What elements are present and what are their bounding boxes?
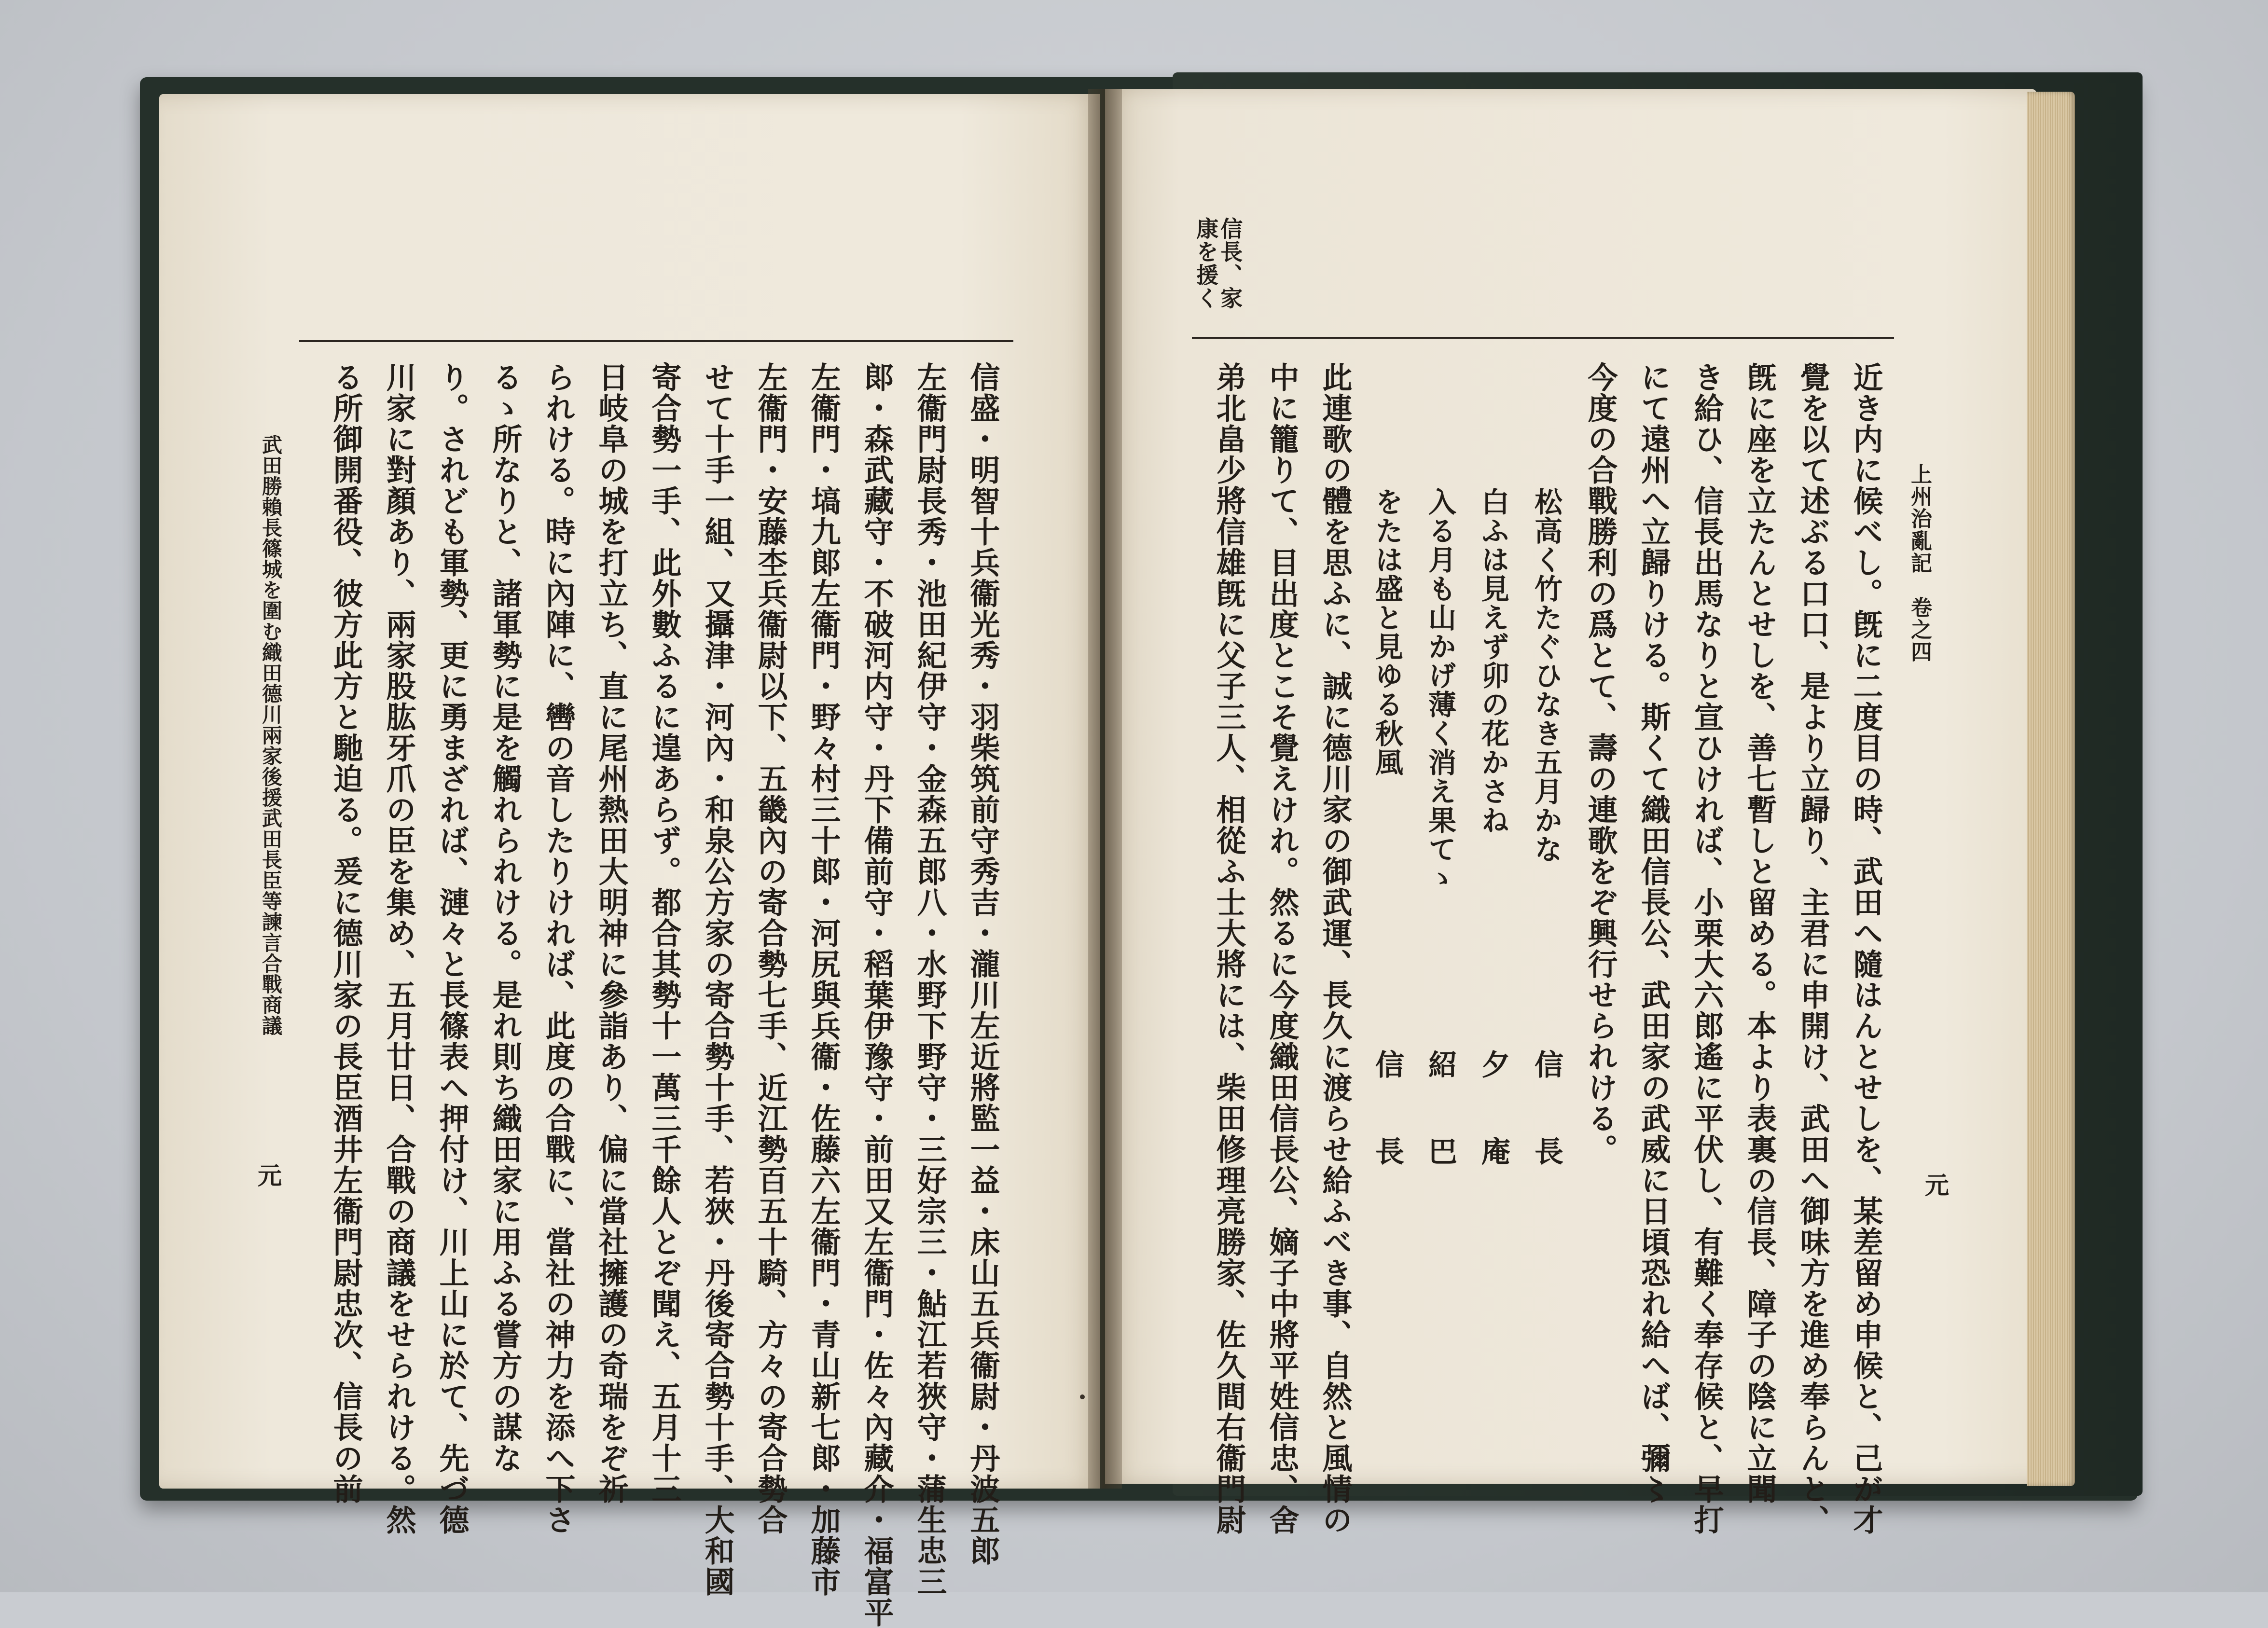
poem-author-3: 紹巴: [1424, 1049, 1457, 1223]
left-page-number: 元: [254, 1163, 282, 1188]
left-body-col-9: られける。時に內陣に、轡の音したりければ、此度の合戰に、當社の神力を添へ下さ: [540, 362, 576, 1535]
left-page: [159, 94, 1100, 1628]
right-body-col-5: にて遠州へ立歸りける。斯くて織田信長公、武田家の武威に日頃恐れ給へば、彌〻: [1636, 362, 1671, 1504]
poem-line-2: 白ふは見えず卯の花かさね: [1477, 487, 1509, 835]
left-body-col-5: 左衞門・安藤杢兵衞尉以下、五畿內の寄合勢七手、近江勢百五十騎、方々の寄合勢合: [753, 362, 788, 1535]
right-body-col-1: 近き内に候べし。旣に二度目の時、武田へ隨はんとせしを、某差留め申候と、己が才: [1848, 362, 1883, 1535]
poem-author-2: 夕庵: [1477, 1049, 1510, 1223]
poem-author-4: 信長: [1370, 1049, 1404, 1223]
margin-note-line-1: 信長、家: [1217, 217, 1244, 310]
left-body-col-7: 寄合勢一手、此外數ふるに遑あらず。都合其勢十一萬三千餘人とぞ聞え、五月十三: [647, 362, 682, 1504]
right-page-rule: [1192, 337, 1894, 339]
poem-line-4: をたは盛と見ゆる秋風: [1370, 487, 1403, 777]
left-body-col-11: り。されども軍勢、更に勇まざれば、漣々と長篠表へ押付け、川上山に於て、先づ德: [434, 362, 470, 1535]
ink-spot: [1080, 1394, 1085, 1399]
right-body-col-8: 中に籠りて、目出度とこそ覺えけれ。然るに今度織田信長公、嫡子中將平姓信忠、舍: [1264, 362, 1300, 1535]
left-page-rule: [299, 340, 1013, 342]
right-page-number: 元: [1921, 1173, 1950, 1198]
left-body-col-10: るゝ所なりと、諸軍勢に是を觸れられける。是れ則ち織田家に用ふる嘗方の謀な: [487, 362, 523, 1474]
right-running-header: 上州治亂記 卷之四: [1907, 463, 1932, 663]
page-edges: [2027, 92, 2075, 1486]
left-body-col-2: 左衞門尉長秀・池田紀伊守・金森五郎八・水野下野守・三好宗三・鮎江若狹守・蒲生忠三: [912, 362, 947, 1597]
left-body-col-12: 川家に對顏あり、兩家股肱牙爪の臣を集め、五月廿日、合戰の商議をせられける。然: [381, 362, 416, 1535]
book-gutter: [1088, 89, 1122, 1489]
left-body-col-3: 郞・森武藏守・不破河内守・丹下備前守・稻葉伊豫守・前田又左衞門・佐々內藏介・福富平: [859, 362, 894, 1628]
poem-line-1: 松高く竹たぐひなき五月かな: [1530, 487, 1563, 864]
right-body-col-4: き給ひ、信長出馬なりと宣ひければ、小栗大六郎遙に平伏し、有難く奉存候と、早打: [1689, 362, 1724, 1535]
poem-line-3: 入る月も山かげ薄く消え果てゝ: [1424, 487, 1456, 893]
left-body-col-8: 日岐阜の城を打立ち、直に尾州熱田大明神に參詣あり、偏に當社擁護の奇瑞をぞ祈: [594, 362, 629, 1504]
left-body-col-1: 信盛・明智十兵衞光秀・羽柴筑前守秀吉・瀧川左近將監一益・床山五兵衞尉・丹波五郎: [965, 362, 1000, 1566]
left-body-col-4: 左衞門・塙九郞左衞門・野々村三十郞・河尻與兵衞・佐藤六左衞門・青山新七郞・加藤市: [806, 362, 841, 1597]
left-body-col-13: る所御開番役、彼方此方と馳迫る。爰に德川家の長臣酒井左衞門尉忠次、信長の前: [328, 362, 363, 1504]
poem-author-1: 信長: [1530, 1049, 1563, 1223]
left-body-col-6: せて十手一組、又攝津・河內・和泉公方家の寄合勢十手、若狹・丹後寄合勢十手、大和國: [700, 362, 735, 1597]
margin-note-line-2: 康を援く: [1193, 217, 1219, 310]
right-body-col-6: 今度の合戰勝利の爲とて、壽の連歌をぞ興行せられける。: [1583, 362, 1618, 1165]
right-body-col-3: 旣に座を立たんとせしを、善七暫しと留める。本より表裏の信長、障子の陰に立聞: [1742, 362, 1777, 1504]
left-running-header: 武田勝賴長篠城を圍む織田德川兩家後援武田長臣等諫言合戰商議: [259, 434, 283, 1036]
right-body-col-7: 此連歌の體を思ふに、誠に德川家の御武運、長久に渡らせ給ふべき事、自然と風情の: [1317, 362, 1353, 1535]
right-body-col-2: 覺を以て述ぶる口口、是より立歸り、主君に申開け、武田へ御味方を進め奉らんと、: [1795, 362, 1830, 1535]
right-body-col-9: 弟北畠少將信雄旣に父子三人、相從ふ士大將には、柴田修理亮勝家、佐久間右衞門尉: [1211, 362, 1246, 1535]
